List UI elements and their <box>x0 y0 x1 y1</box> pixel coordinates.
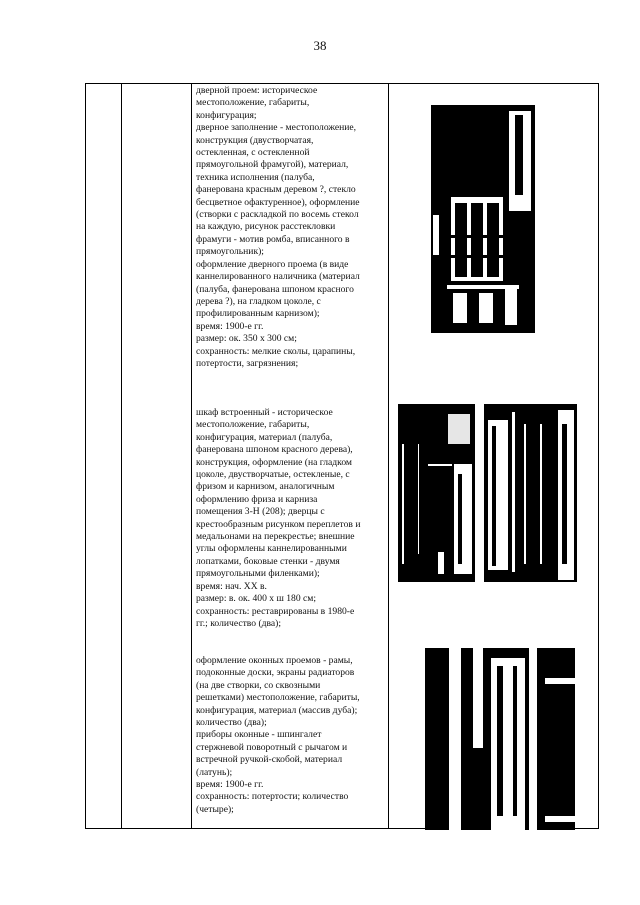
description-column <box>192 84 385 828</box>
inventory-table <box>85 83 599 829</box>
cabinet-photo-right <box>484 404 577 582</box>
cabinet-photo-left <box>398 404 475 582</box>
column-divider <box>388 84 389 828</box>
cabinet-description: шкаф встроенный - историческое местоположение, габариты, конфигурация, материал (палуба, фанерована шпоном красного дерева), конструкция, оформление (на гладком цоколе, двустворчатые, остекленые, с фризом и карнизом, аналогичным оформлению фриза и карниза помещения 3-Н (208); дверцы с крестообразным рисунком переплетов и медальонами на перекрестье; внешние углы оформлены каннелированными лопатками, боковые стенки - двумя прямоугольными филенками); время: нач. XX в. размер: в. ок. 400 х ш 180 см; сохранность: реставрированы в 1980-е гг.; количество (два); <box>196 407 361 629</box>
window-photo <box>425 648 575 830</box>
page-number: 38 <box>313 38 327 53</box>
window-description: оформление оконных проемов - рамы, подоконные доски, экраны радиаторов (на две створки, со сквозными решетками) местоположение, габариты, конфигурация, материал (массив дуба); количество (два); приборы оконные - шпингалет стержневой поворотный с рычагом и встречной ручкой-скобой, материал (латунь); время: 1900-е гг. сохранность: потертости; количество (четыре); <box>196 655 360 815</box>
door-description: дверной проем: историческое местоположение, габариты, конфигурация; дверное заполнение - местоположение, конструкция (двустворчатая, остекленная, с остекленной прямоугольной фрамугой), материал, техника исполнения (палуба, фанерована красным деревом ?, стекло бесцветное офактуренное), оформление (створки с раскладкой по восемь стекол на каждую, рисунок расстекловки фрамуги - мотив ромба, вписанного в прямоугольник); оформление дверного проема (в виде каннелированного наличника (материал (палуба, фанерована шпоном красного дерева ?), на гладком цоколе, с профилированным карнизом); время: 1900-е гг. размер: ок. 350 х 300 см; сохранность: мелкие сколы, царапины, потертости, загрязнения; <box>196 85 360 369</box>
door-photo <box>431 105 535 333</box>
column-divider <box>121 84 122 828</box>
